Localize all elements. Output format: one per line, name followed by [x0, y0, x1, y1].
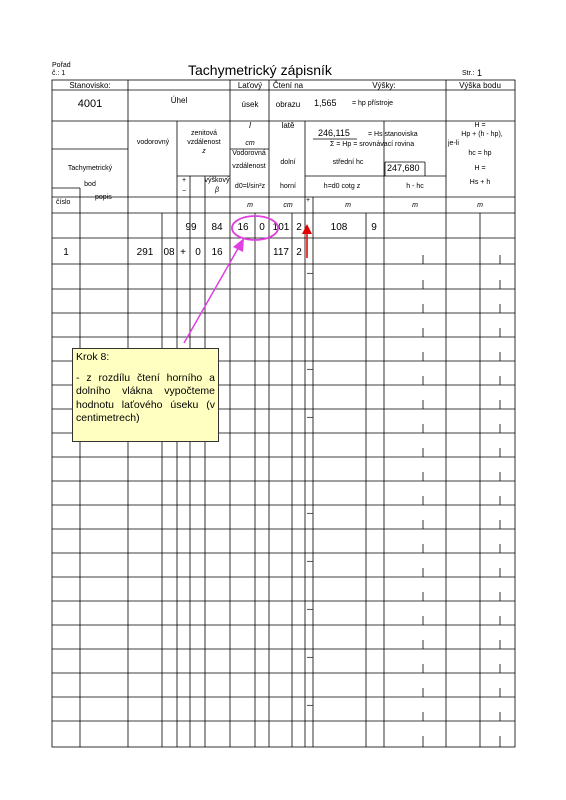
- highlight-ellipse: [232, 216, 278, 240]
- horni-label: horní: [280, 183, 296, 190]
- minus-sign: –: [307, 556, 313, 567]
- minus-label: −: [181, 188, 187, 195]
- h-formula-5: Hs + h: [469, 179, 491, 186]
- row2-hz-deg: 291: [136, 247, 154, 258]
- plus-sign-header: +: [305, 197, 311, 204]
- hs-label: = Hs stanoviska: [368, 131, 418, 138]
- row1-zen-deg: 99: [185, 222, 197, 233]
- unit-cm: cm: [283, 202, 293, 209]
- page-title: Tachymetrický zápisník: [188, 62, 332, 78]
- minus-sign: –: [307, 364, 313, 375]
- sigma-label: Σ = Hp = srovnávací rovina: [330, 141, 415, 148]
- stredni-label: střední hc: [332, 159, 364, 166]
- plus-label: +: [181, 177, 187, 184]
- cm-label: cm: [245, 140, 255, 147]
- strana-value: 1: [477, 68, 483, 78]
- minus-sign: –: [307, 604, 313, 615]
- vysky-label: Výšky:: [372, 81, 396, 90]
- row2-sign: +: [180, 247, 186, 258]
- minus-sign: –: [307, 412, 313, 423]
- row1-usek-b: 0: [259, 222, 265, 233]
- row2-cislo: 1: [63, 247, 69, 258]
- vyskovy-label: výškový: [204, 177, 230, 184]
- hs-value: 246,115: [318, 128, 350, 138]
- poradi-label: Pořad: [52, 62, 71, 69]
- popis-label: popis: [95, 194, 112, 201]
- red-arrowhead: [302, 224, 312, 234]
- row2-vys-deg: 0: [195, 247, 201, 258]
- hp-sum-value: 247,680: [387, 163, 420, 173]
- vodorovna-label: Vodorovná: [232, 150, 266, 157]
- vzdalenost-label: vzdálenost: [187, 139, 221, 146]
- pointer-arrowhead: [233, 238, 244, 252]
- stanovisko-value: 4001: [77, 98, 103, 110]
- row1-zen-min: 84: [211, 222, 223, 233]
- zenitova-label: zenitová: [190, 130, 218, 137]
- tachymetricky-label: Tachymetrický: [67, 165, 113, 172]
- late-label: latě: [281, 121, 295, 130]
- unit-m2: m: [345, 202, 351, 209]
- h-formula-3: hc = hp: [468, 150, 492, 157]
- dolni-label: dolní: [280, 159, 296, 166]
- row2-vys-min: 16: [211, 247, 223, 258]
- step-callout: [72, 348, 219, 442]
- callout-heading: Krok 8:: [76, 351, 110, 363]
- uhel-label: Úhel: [170, 96, 188, 105]
- cteni-na-label: Čtení na: [272, 81, 304, 90]
- h-minus-hc-label: h - hc: [406, 183, 424, 190]
- l-label: l: [249, 121, 251, 130]
- minus-sign: –: [307, 268, 313, 279]
- cislo-col-label: číslo: [56, 199, 71, 206]
- row1-usek-a: 16: [237, 222, 249, 233]
- hp-label: = hp přístroje: [352, 100, 394, 107]
- unit-m1: m: [247, 202, 253, 209]
- h-formula: h=d0 cotg z: [323, 183, 361, 190]
- row1-h-b: 9: [371, 222, 377, 233]
- pointer-line: [184, 245, 240, 343]
- h-formula-4: H =: [474, 165, 486, 172]
- vzdalenost2-label: vzdálenost: [232, 163, 266, 170]
- stanovisko-label: Stanovisko:: [69, 81, 111, 90]
- row2-cteni-b: 2: [296, 247, 302, 258]
- h-formula-2: Hp + (h - hp),: [461, 131, 503, 138]
- usek-label: úsek: [241, 100, 259, 109]
- row2-cteni-a: 117: [273, 247, 289, 258]
- beta-label: β: [215, 187, 219, 194]
- minus-sign: –: [307, 508, 313, 519]
- minus-sign: –: [307, 700, 313, 711]
- jeli-label: je-li: [448, 140, 459, 147]
- unit-m4: m: [477, 202, 483, 209]
- z-label: z: [202, 148, 206, 155]
- row2-hz-min: 08: [163, 247, 175, 258]
- callout-text: - z rozdílu čtení horního a dolního vlákna vypočteme hodnotu laťového úseku (v centimetrech): [76, 371, 215, 424]
- row1-cteni-a: 101: [272, 222, 290, 233]
- hp-value: 1,565: [314, 98, 337, 108]
- vodorovny-label: vodorovný: [136, 139, 170, 146]
- d0-formula: d0=l/sin²z: [234, 183, 266, 190]
- vyska-bodu-label: Výška bodu: [459, 81, 501, 90]
- obrazu-label: obrazu: [275, 100, 301, 109]
- h-formula-1: H =: [474, 122, 486, 129]
- cislo-label: č.: 1: [52, 70, 66, 77]
- minus-sign: –: [307, 652, 313, 663]
- bod-label: bod: [84, 181, 96, 188]
- unit-m3: m: [412, 202, 418, 209]
- row1-h-a: 108: [330, 222, 348, 233]
- latovy-label: Laťový: [237, 81, 263, 90]
- row1-cteni-b: 2: [296, 222, 302, 233]
- strana-label: Str.:: [462, 70, 475, 77]
